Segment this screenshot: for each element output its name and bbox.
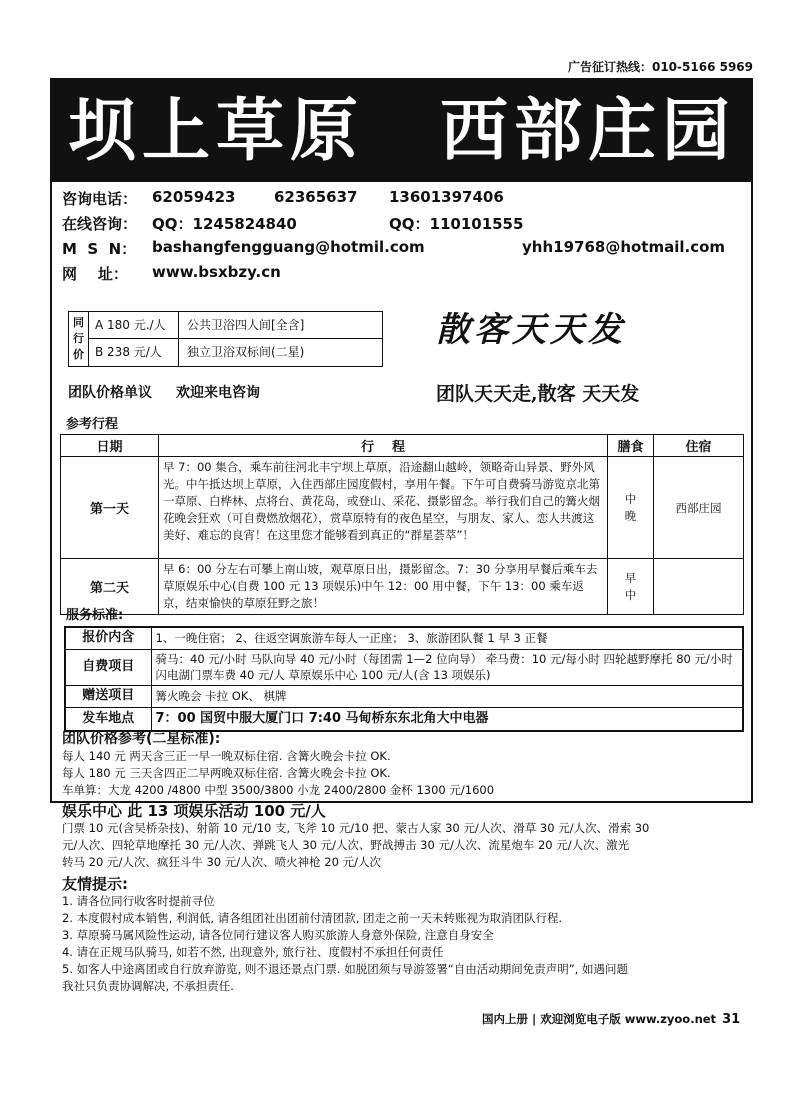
contact-online-row: [62, 213, 524, 234]
day-2: 第二天: [61, 559, 159, 615]
phone-label: 咨询电话：: [62, 190, 138, 208]
col-date: 日期: [61, 435, 159, 457]
day-2-meals: 早 中: [608, 559, 654, 615]
svc-free-val: 篝火晚会 卡拉 OK、 棋牌: [151, 685, 743, 707]
phone-3: 13601397406: [389, 188, 504, 206]
svc-included-val: 1、一晚住宿； 2、往返空调旅游车每人一正座； 3、旅游团队餐 1 早 3 正餐: [151, 627, 743, 649]
entertainment-title: 娱乐中心 此 13 项娱乐活动 100 元/人: [62, 802, 326, 820]
price-b: B 238 元/人: [89, 339, 179, 366]
phone-1: 62059423: [152, 188, 236, 206]
team-daily-slogan: 团队天天走,散客 天天发: [436, 383, 640, 405]
service-table: [64, 626, 744, 732]
day-1-desc: 早 7：00 集合，乘车前往河北丰宁坝上草原，沿途翻山越岭，领略奇山异景、野外风光。中午抵达坝上草原，入住西部庄园度假村，享用午餐。下午可自费骑马游览京北第一草原、白桦林、点将台、黄花岛，或登山、采花、摄影留念。举行我们自己的篝火烟花晚会狂欢（可自费燃放烟花），赏草原特有的夜色星空，与朋友、家人、恋人共渡这美好、难忘的良宵！在这里您才能够看到真正的“群星荟萃”！: [159, 457, 608, 559]
day-2-desc: 早 6：00 分左右可攀上南山坡，观草原日出，摄影留念。7：30 分享用早餐后乘车去草原娱乐中心(自费 100 元 13 项娱乐)中午 12：00 用中餐，下午 13：00 乘车返京，结束愉快的草原狂野之旅！: [159, 559, 608, 615]
web-label: 网 址：: [62, 265, 128, 283]
online-label: 在线咨询：: [62, 215, 138, 233]
peer-price-box: [68, 311, 383, 367]
itinerary-header: [61, 435, 744, 457]
contact-msn-row: [62, 238, 726, 259]
list-item: 3. 草原骑马属风险性运动, 请各位同行建议客人购买旅游人身意外保险, 注意自身安全: [62, 928, 494, 942]
list-item: 5. 如客人中途离团或自行放弃游览, 则不退还景点门票. 如脱团须与导游签署“自由活动期间免责声明”, 如遇问题: [62, 962, 628, 976]
list-item: 元/人次、四轮草地摩托 30 元/人次、弹跳飞人 30 元/人次、野战搏击 30 元/人次、流星炮车 20 元/人次、激光: [62, 838, 630, 852]
list-item: 我社只负责协调解决, 不承担责任.: [62, 979, 234, 993]
svc-optional-key: 自费项目: [65, 649, 151, 685]
day-2-lodging: [654, 559, 744, 615]
itinerary-table: [60, 434, 744, 615]
list-item: 门票 10 元(含吴桥杂技)、射箭 10 元/10 支, 飞斧 10 元/10 把、蒙古人家 30 元/人次、滑草 30 元/人次、滑索 30: [62, 821, 650, 835]
price-a-desc: 公共卫浴四人间[全含]: [187, 318, 305, 332]
table-row: [61, 559, 744, 615]
phone-2: 62365637: [274, 188, 358, 206]
svc-optional-val: 骑马：40 元/小时 马队向导 40 元/小时（每团需 1—2 位向导） 牵马费：10 元/每小时 四轮越野摩托 80 元/小时 闪电湖门票车费 40 元/人 草原娱乐中心 100 元/人(含 13 项娱乐): [151, 649, 743, 685]
tips-section: [62, 876, 628, 995]
svc-free-key: 赠送项目: [65, 685, 151, 707]
table-row: [65, 627, 743, 649]
footer-text: 国内上册 | 欢迎浏览电子版 www.zyoo.net: [482, 1012, 717, 1026]
title-xibu: 西部庄园: [440, 92, 737, 171]
table-row: [65, 649, 743, 685]
peer-price-label: 同行价: [69, 312, 89, 366]
entertainment-section: [62, 803, 649, 871]
msn-1: bashangfengguang@hotmil.com: [152, 238, 425, 256]
table-row: [65, 707, 743, 731]
ad-frame: [50, 78, 753, 803]
day-1-meals: 中 晚: [608, 457, 654, 559]
team-price-text: 团队价格单议: [68, 385, 152, 401]
slogan-calligraphy: 散客天天发: [436, 310, 626, 350]
msn-2: yhh19768@hotmail.com: [522, 238, 726, 256]
tips-title: 友情提示:: [62, 875, 128, 893]
itinerary-title: 参考行程: [66, 417, 119, 432]
team-price-note: [68, 382, 260, 402]
svc-departure-val: 7：00 国贸中服大厦门口 7:40 马甸桥东东北角大中电器: [151, 707, 743, 731]
day-1: 第一天: [61, 457, 159, 559]
col-lodging: 住宿: [654, 435, 744, 457]
team-price-title: 团队价格参考(二星标准):: [62, 731, 221, 747]
list-item: 每人 180 元 三天含四正二早两晚双标住宿. 含篝火晚会卡拉 OK.: [62, 766, 391, 780]
qq-2: QQ：110101555: [389, 215, 524, 233]
contact-phone-row: [62, 188, 504, 209]
page-footer: [482, 1011, 740, 1027]
svc-departure-key: 发车地点: [65, 707, 151, 731]
price-b-desc: 独立卫浴双标间(二星): [187, 345, 305, 359]
list-item: 2. 本度假村成本销售, 利润低, 请各组团社出团前付清团款, 团走之前一天未转账视为取消团队行程.: [62, 911, 563, 925]
team-price-section: [62, 731, 494, 799]
list-item: 转马 20 元/人次、疯狂斗牛 30 元/人次、喷火神枪 20 元/人次: [62, 855, 381, 869]
title-banner: [52, 80, 751, 182]
qq-1: QQ：1245824840: [152, 215, 297, 233]
list-item: 1. 请各位同行收客时提前寻位: [62, 894, 215, 908]
website: www.bsxbzy.cn: [152, 263, 281, 281]
price-row-b: [89, 339, 382, 366]
table-row: [61, 457, 744, 559]
ad-hotline: 广告征订热线：010-5166 5969: [567, 60, 753, 74]
day-1-lodging: 西部庄园: [654, 457, 744, 559]
table-row: [65, 685, 743, 707]
contact-web-row: [62, 263, 281, 284]
col-meals: 膳食: [608, 435, 654, 457]
list-item: 4. 请在正规马队骑马, 如若不然, 出现意外, 旅行社、度假村不承担任何责任: [62, 945, 444, 959]
price-a: A 180 元./人: [89, 312, 179, 339]
price-row-a: [89, 312, 382, 339]
welcome-text: 欢迎来电咨询: [176, 385, 260, 401]
col-itinerary: 行 程: [159, 435, 608, 457]
service-title: 服务标准:: [66, 608, 124, 623]
title-bashang: 坝上草原: [68, 92, 365, 171]
page-number: 31: [722, 1012, 741, 1027]
svc-included-key: 报价内含: [65, 627, 151, 649]
msn-label: M S N：: [62, 240, 137, 258]
list-item: 每人 140 元 两天含三正一早一晚双标住宿. 含篝火晚会卡拉 OK.: [62, 749, 391, 763]
list-item: 车单算：大龙 4200 /4800 中型 3500/3800 小龙 2400/2800 金杯 1300 元/1600: [62, 783, 495, 797]
